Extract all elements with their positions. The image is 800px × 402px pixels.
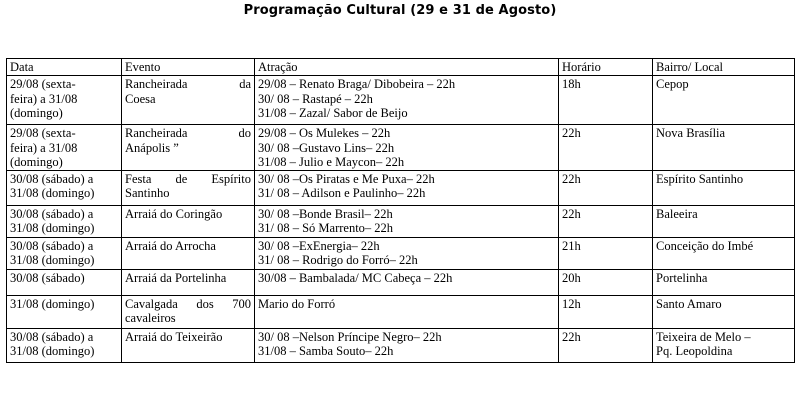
cell-line: 30/ 08 –Os Piratas e Me Puxa– 22h (258, 171, 435, 186)
header-horario: Horário (559, 59, 653, 76)
cell-line: 30/ 08 –Nelson Príncipe Negro– 22h (258, 329, 442, 344)
cell-horario (559, 237, 653, 269)
cell-line: Coesa (125, 91, 156, 106)
cell-line: 30/08 (sábado) (10, 270, 85, 285)
cell-line: 30/ 08 –ExEnergia– 22h (258, 238, 380, 253)
cell-evento (122, 237, 255, 269)
cell-line: 18h (562, 77, 581, 91)
cell-line: 30/ 08 – Rastapé – 22h (258, 91, 373, 106)
cell-line: Anápolis ” (125, 140, 179, 155)
cell-line: 30/08 (sábado) a (10, 238, 94, 253)
cell-evento (122, 328, 255, 362)
cell-evento (122, 295, 255, 328)
table-row (7, 76, 795, 125)
cell-local (653, 205, 795, 237)
cell-horario (559, 76, 653, 125)
cell-atracao (255, 237, 559, 269)
cell-line: 30/08 (sábado) a (10, 206, 94, 221)
cell-evento (122, 269, 255, 295)
cell-local (653, 328, 795, 362)
cell-local (653, 170, 795, 205)
cell-line: (domingo) (10, 106, 63, 120)
cell-line: 30/08 – Bambalada/ MC Cabeça – 22h (258, 270, 453, 285)
cell-line: Santinho (125, 186, 170, 200)
cell-line: Santo Amaro (656, 296, 722, 311)
cell-evento (122, 205, 255, 237)
table-row (7, 170, 795, 205)
table-body (7, 76, 795, 363)
table-row (7, 269, 795, 295)
cell-line: 31/08 (domingo) (10, 253, 95, 267)
cell-line: Arraiá do Arrocha (125, 238, 216, 253)
cell-horario (559, 125, 653, 171)
cell-line: Cavalgada dos 700 (125, 296, 251, 311)
cell-line: (domingo) (10, 155, 63, 169)
cell-data (7, 76, 122, 125)
cell-line: Mario do Forró (258, 296, 336, 311)
cell-atracao (255, 295, 559, 328)
cell-data (7, 205, 122, 237)
cell-atracao (255, 328, 559, 362)
cell-line: 22h (562, 171, 581, 186)
table-row (7, 237, 795, 269)
header-local: Bairro/ Local (653, 59, 795, 76)
cell-horario (559, 328, 653, 362)
cell-data (7, 125, 122, 171)
cell-line: 12h (562, 296, 581, 311)
cell-horario (559, 295, 653, 328)
cell-local (653, 269, 795, 295)
schedule-table (6, 58, 795, 363)
cell-line: 22h (562, 206, 581, 221)
table-row (7, 125, 795, 171)
cell-horario (559, 205, 653, 237)
cell-line: Teixeira de Melo – (656, 329, 751, 344)
cell-line: cavaleiros (125, 311, 176, 325)
cell-data (7, 170, 122, 205)
cell-line: 30/ 08 –Gustavo Lins– 22h (258, 140, 395, 155)
cell-local (653, 295, 795, 328)
header-data: Data (7, 59, 122, 76)
cell-data (7, 269, 122, 295)
cell-line: 21h (562, 238, 581, 253)
cell-local (653, 125, 795, 171)
cell-horario (559, 269, 653, 295)
cell-line: 31/ 08 – Adilson e Paulinho– 22h (258, 186, 426, 200)
table-row (7, 328, 795, 362)
table-row (7, 205, 795, 237)
cell-evento (122, 170, 255, 205)
cell-evento (122, 76, 255, 125)
cell-line: 31/ 08 – Só Marrento– 22h (258, 221, 394, 235)
cell-data (7, 295, 122, 328)
cell-line: 31/08 – Zazal/ Sabor de Beijo (258, 106, 408, 120)
cell-line: Baleeira (656, 206, 698, 221)
cell-line: 30/08 (sábado) a (10, 329, 94, 344)
cell-line: feira) a 31/08 (10, 91, 78, 106)
cell-atracao (255, 76, 559, 125)
cell-line: Arraiá da Portelinha (125, 270, 227, 285)
cell-line: Espírito Santinho (656, 171, 744, 186)
page-title: Programação Cultural (29 e 31 de Agosto) (243, 3, 557, 18)
cell-local (653, 237, 795, 269)
cell-line: 22h (562, 126, 581, 140)
cell-line: Conceição do Imbé (656, 238, 754, 253)
cell-line: 31/08 (domingo) (10, 344, 95, 358)
cell-line: 30/08 (sábado) a (10, 171, 94, 186)
cell-evento (122, 125, 255, 171)
cell-line: Pq. Leopoldina (656, 344, 733, 358)
cell-line: Nova Brasília (656, 126, 726, 140)
cell-line: 31/08 (domingo) (10, 296, 95, 311)
cell-line: 29/08 – Os Mulekes – 22h (258, 126, 391, 140)
cell-line: Rancheirada da (125, 77, 251, 91)
cell-line: 22h (562, 329, 581, 344)
cell-line: 29/08 (sexta- (10, 77, 76, 91)
cell-line: 30/ 08 –Bonde Brasil– 22h (258, 206, 393, 221)
cell-line: Rancheirada do (125, 126, 251, 140)
table-header-row (7, 59, 795, 76)
cell-line: Cepop (656, 77, 689, 91)
cell-line: Arraiá do Coringão (125, 206, 223, 221)
cell-horario (559, 170, 653, 205)
cell-line: 31/08 – Samba Souto– 22h (258, 344, 394, 358)
cell-data (7, 328, 122, 362)
cell-line: 31/08 – Julio e Maycon– 22h (258, 155, 405, 169)
cell-line: 31/08 (domingo) (10, 186, 95, 200)
cell-line: 20h (562, 270, 581, 285)
cell-atracao (255, 205, 559, 237)
cell-atracao (255, 269, 559, 295)
cell-line: feira) a 31/08 (10, 140, 78, 155)
cell-line: 29/08 (sexta- (10, 126, 76, 140)
cell-atracao (255, 170, 559, 205)
header-atracao: Atração (255, 59, 559, 76)
cell-line: Arraiá do Teixeirão (125, 329, 223, 344)
cell-line: Portelinha (656, 270, 708, 285)
cell-local (653, 76, 795, 125)
cell-data (7, 237, 122, 269)
header-evento: Evento (122, 59, 255, 76)
table-row (7, 295, 795, 328)
cell-line: 29/08 – Renato Braga/ Dibobeira – 22h (258, 77, 456, 91)
cell-line: 31/08 (domingo) (10, 221, 95, 235)
cell-line: 31/ 08 – Rodrigo do Forró– 22h (258, 253, 418, 267)
cell-atracao (255, 125, 559, 171)
cell-line: Festa de Espírito (125, 171, 251, 186)
